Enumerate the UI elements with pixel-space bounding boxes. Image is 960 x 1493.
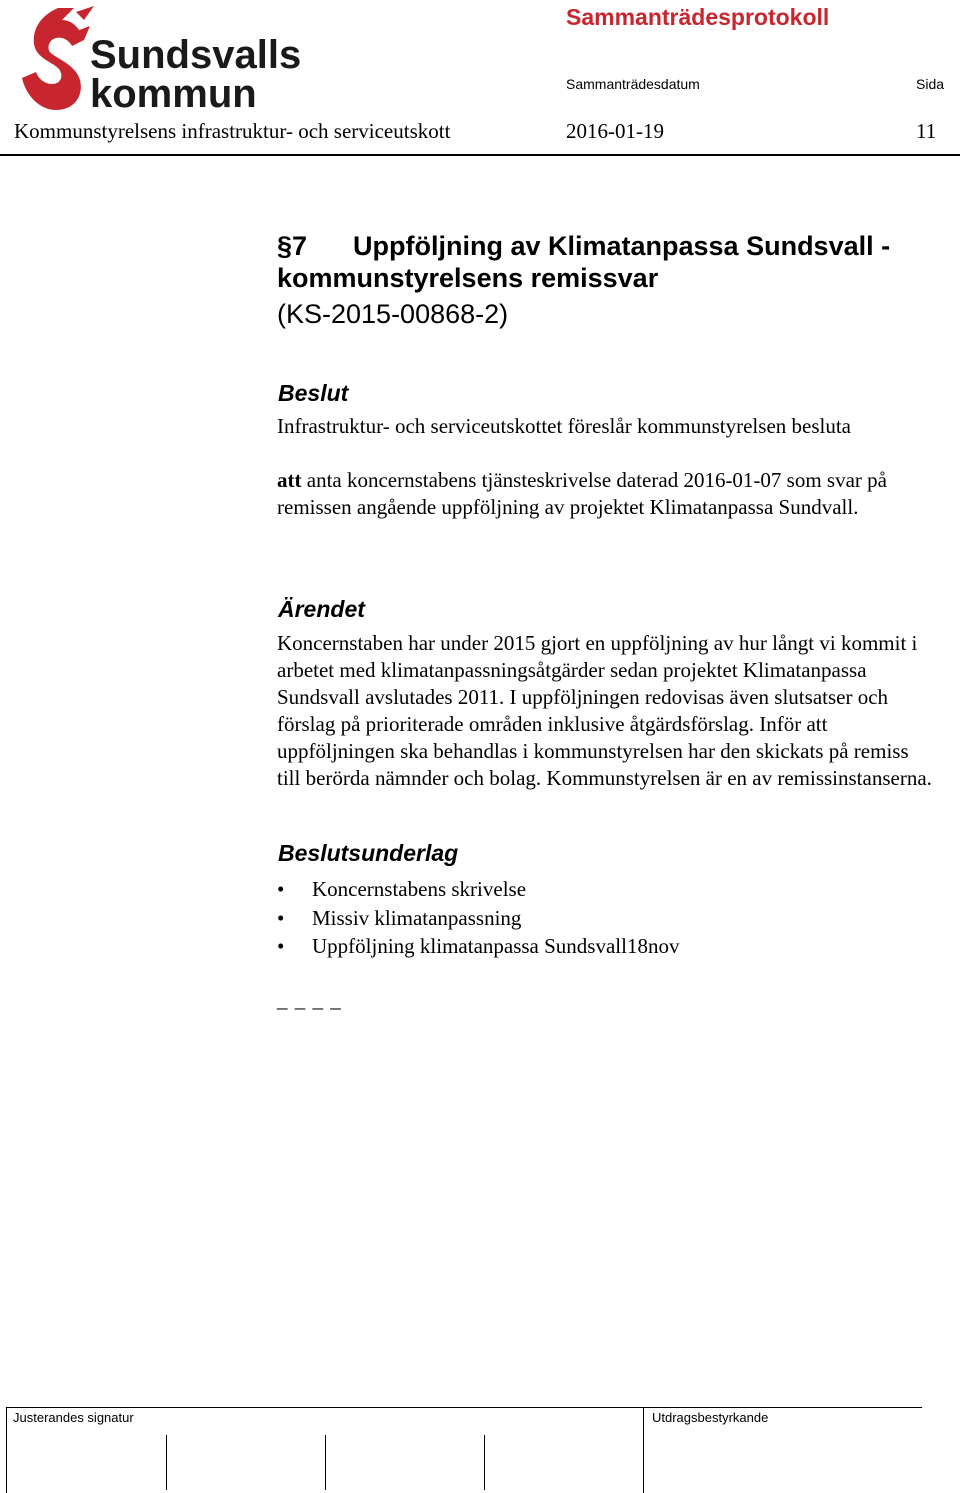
signature-divider <box>484 1435 485 1490</box>
arendet-text: Koncernstaben har under 2015 gjort en uppföljning av hur långt vi kommit i arbetet med klimatanpassningsåtgärder sedan projektet Klimatanpassa Sundsvall avslutades 2011. I uppföljningen redovisas även slutsatser och förslag på prioriterade områden inklusive åtgärdsförslag. Inför att uppföljningen ska behandlas i kommunstyrelsen har den skickats på remiss till berörda nämnder och bolag. Kommunstyrelsen är en av remissinstanserna. <box>277 631 932 790</box>
case-number: (KS-2015-00868-2) <box>277 299 509 329</box>
signature-label: Justerandes signatur <box>13 1410 134 1425</box>
page-number: 11 <box>916 119 937 143</box>
end-marker: _ _ _ _ <box>277 988 342 1012</box>
signature-divider <box>325 1435 326 1490</box>
beslut-intro: Infrastruktur- och serviceutskottet föreslår kommunstyrelsen besluta <box>277 414 851 438</box>
beslut-att-clause <box>277 467 937 521</box>
footer-middle-border <box>643 1407 644 1493</box>
list-item <box>277 875 679 904</box>
footer-top-border <box>6 1407 922 1408</box>
section-title: Uppföljning av Klimatanpassa Sundsvall - kommunstyrelsens remissvar <box>277 231 891 293</box>
section-number: §7 <box>277 231 308 261</box>
list-item-text: Uppföljning klimatanpassa Sundsvall18nov <box>312 934 680 958</box>
beslutsunderlag-heading: Beslutsunderlag <box>278 840 459 866</box>
section-heading <box>277 230 937 294</box>
arendet-heading: Ärendet <box>278 596 365 622</box>
dragon-emblem-icon <box>22 6 94 110</box>
committee-name: Kommunstyrelsens infrastruktur- och serviceutskott <box>14 119 451 143</box>
bullet-icon: • <box>277 905 285 930</box>
list-item <box>277 904 679 933</box>
meeting-date-label: Sammanträdesdatum <box>566 76 700 92</box>
att-text: anta koncernstabens tjänsteskrivelse daterad 2016-01-07 som svar på remissen angående uppföljning av projektet Klimatanpassa Sundvall. <box>277 468 887 519</box>
bullet-icon: • <box>277 877 285 901</box>
beslutsunderlag-list <box>277 875 679 961</box>
meeting-date: 2016-01-19 <box>566 119 664 143</box>
list-item <box>277 932 679 961</box>
list-item-text: Missiv klimatanpassning <box>312 905 522 930</box>
att-keyword: att <box>277 468 302 492</box>
logo-text-kommun: kommun <box>90 72 257 116</box>
bullet-icon: • <box>277 934 285 958</box>
beslut-heading: Beslut <box>278 380 349 406</box>
extract-certification-label: Utdragsbestyrkande <box>652 1410 769 1425</box>
sundsvalls-kommun-logo <box>18 4 308 119</box>
page-label: Sida <box>916 76 945 92</box>
list-item-text: Koncernstabens skrivelse <box>312 877 527 901</box>
signature-divider <box>166 1435 167 1490</box>
logo-text-sundsvalls: Sundsvalls <box>90 33 302 77</box>
header-divider <box>0 154 960 156</box>
footer-left-border <box>6 1407 7 1493</box>
document-type: Sammanträdesprotokoll <box>566 4 830 30</box>
